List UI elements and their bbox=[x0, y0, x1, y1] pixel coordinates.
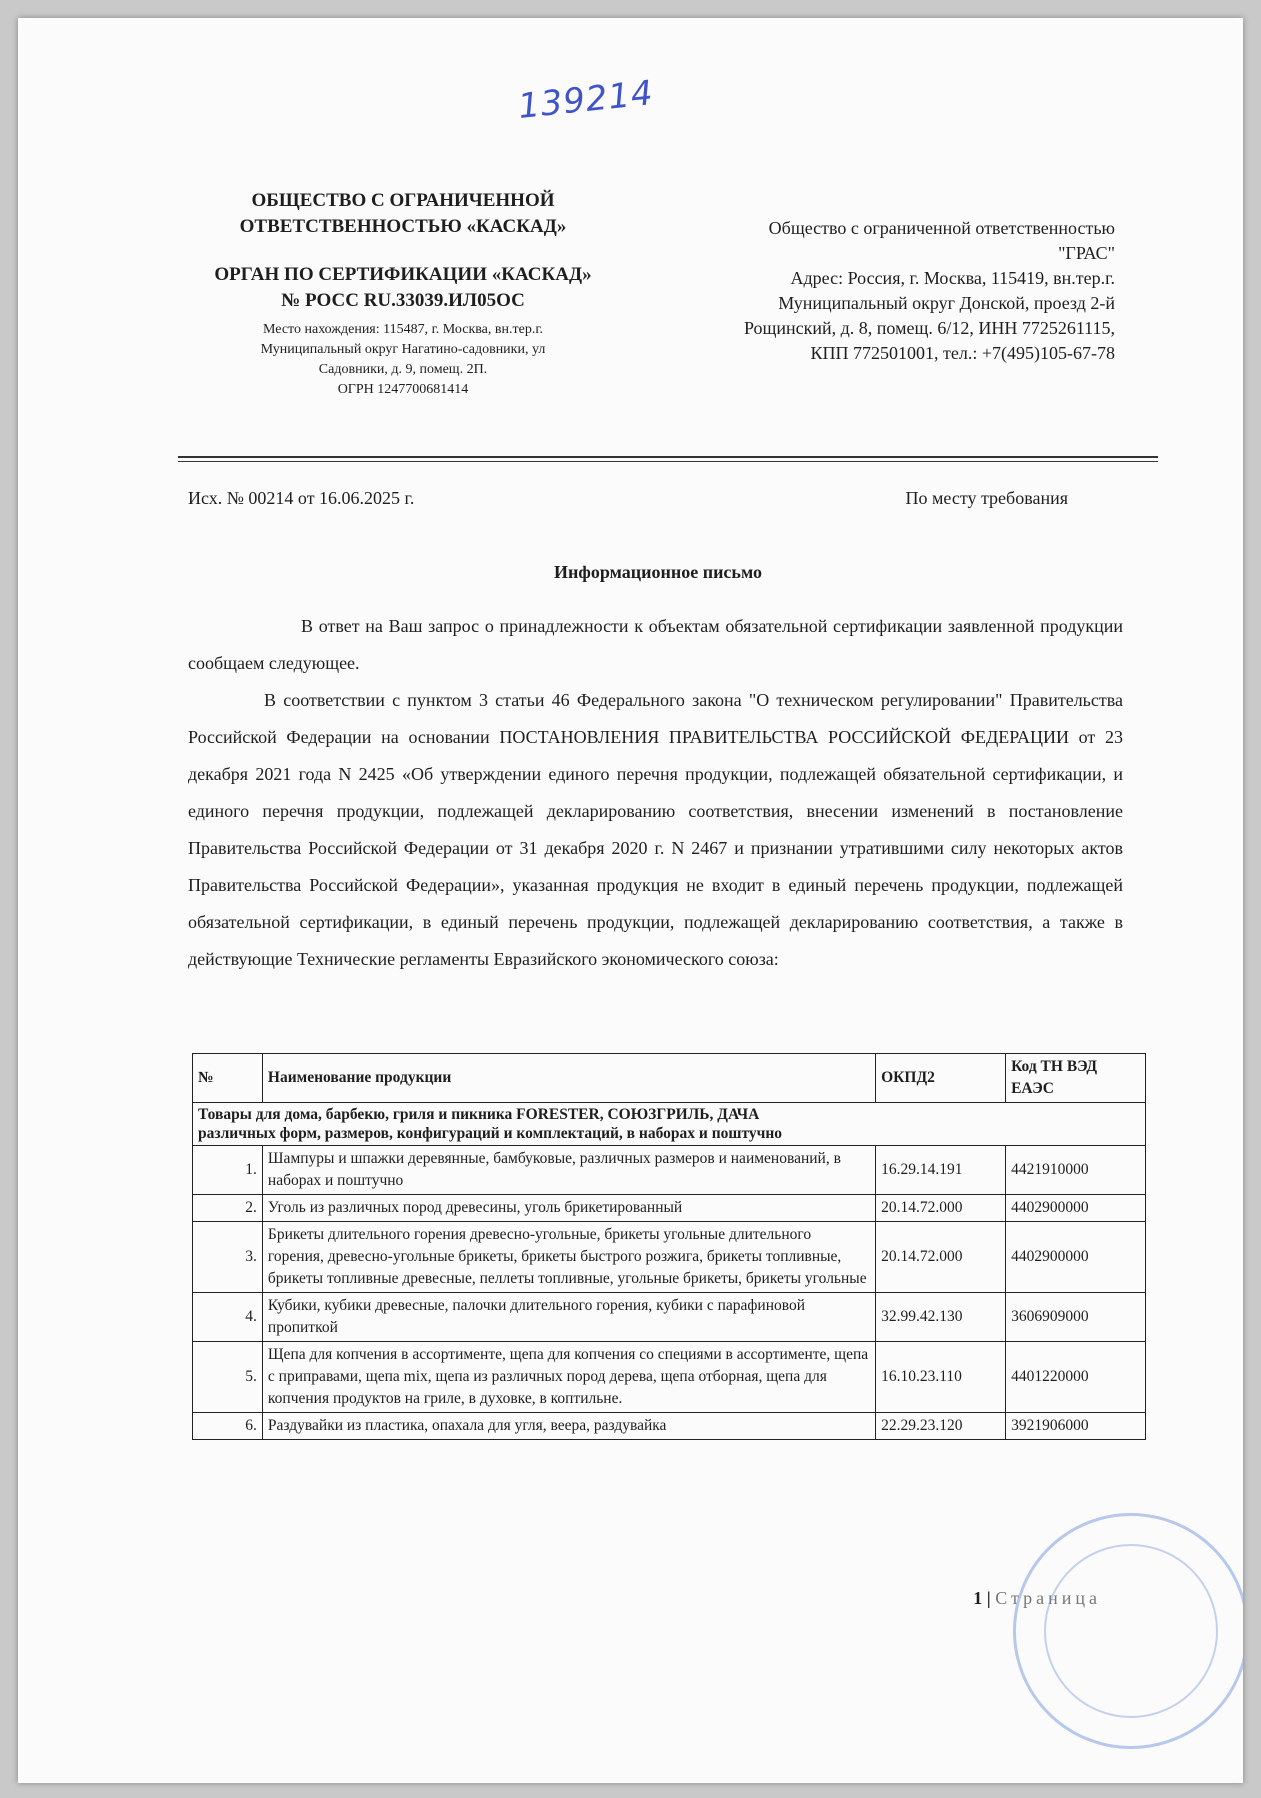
row-tnved: 4421910000 bbox=[1006, 1146, 1146, 1195]
header-okpd: ОКПД2 bbox=[876, 1054, 1006, 1103]
row-okpd: 22.29.23.120 bbox=[876, 1413, 1006, 1440]
row-num: 2. bbox=[193, 1195, 263, 1222]
row-num: 5. bbox=[193, 1342, 263, 1413]
outgoing-reference: Исх. № 00214 от 16.06.2025 г. bbox=[188, 488, 415, 508]
header-num: № bbox=[193, 1054, 263, 1103]
issuer-header bbox=[168, 188, 638, 400]
paragraph-2: В соответствии с пунктом 3 статьи 46 Федерального закона "О техническом регулировании" Правительства Российской Федерации на основании ПОСТАНОВЛЕНИЯ ПРАВИТЕЛЬСТВА РОССИЙСКОЙ ФЕДЕРАЦИИ от 23 декабря 2021 года N 2425 «Об утверждении единого перечня продукции, подлежащей обязательной сертификации, и единого перечня продукции, подлежащей декларированию соответствия, внесении изменений в постановление Правительства Российской Федерации от 31 декабря 2020 г. N 2467 и признании утратившими силу некоторых актов Правительства Российской Федерации», указанная продукция не входит в единый перечень продукции, подлежащей обязательной сертификации, в единый перечень продукции, подлежащей декларированию соответствия, а также в действующие Технические регламенты Евразийского экономического союза: bbox=[188, 690, 1123, 969]
recipient-line4: Муниципальный округ Донской, проезд 2-й bbox=[778, 293, 1115, 313]
row-name: Щепа для копчения в ассортименте, щепа для копчения со специями в ассортименте, щепа с приправами, щепа mix, щепа из различных пород дерева, щепа отборная, щепа для копчения продуктов на гриле, в духовке, в коптильне. bbox=[262, 1342, 875, 1413]
group-title-line1: Товары для дома, барбекю, гриля и пикника FORESTER, СОЮЗГРИЛЬ, ДАЧА bbox=[198, 1106, 760, 1123]
issuer-address-line2: Муниципальный округ Нагатино-садовники, ул bbox=[260, 342, 546, 357]
letter-body bbox=[188, 608, 1123, 978]
issuer-address-line1: Место нахождения: 115487, г. Москва, вн.тер.г. bbox=[263, 322, 543, 337]
row-name: Кубики, кубики древесные, палочки длительного горения, кубики с парафиновой пропиткой bbox=[262, 1293, 875, 1342]
recipient-line1: Общество с ограниченной ответственностью bbox=[768, 218, 1115, 238]
row-name: Шампуры и шпажки деревянные, бамбуковые, различных размеров и наименований, в наборах и поштучно bbox=[262, 1146, 875, 1195]
table-group-row bbox=[193, 1103, 1146, 1146]
page-word: Страница bbox=[995, 1588, 1101, 1608]
row-num: 6. bbox=[193, 1413, 263, 1440]
row-name: Раздувайки из пластика, опахала для угля, веера, раздувайка bbox=[262, 1413, 875, 1440]
header-divider-thin bbox=[178, 461, 1158, 462]
issuer-address bbox=[168, 320, 638, 400]
row-tnved: 4401220000 bbox=[1006, 1342, 1146, 1413]
table-row bbox=[193, 1413, 1146, 1440]
issuer-address-line3: Садовники, д. 9, помещ. 2П. bbox=[318, 362, 488, 377]
row-tnved: 3606909000 bbox=[1006, 1293, 1146, 1342]
page-number: 1 bbox=[973, 1588, 983, 1608]
row-okpd: 16.29.14.191 bbox=[876, 1146, 1006, 1195]
table-row bbox=[193, 1293, 1146, 1342]
row-num: 4. bbox=[193, 1293, 263, 1342]
handwritten-number: 139214 bbox=[516, 73, 656, 127]
issuer-ogrn: ОГРН 1247700681414 bbox=[337, 382, 469, 397]
document-page bbox=[18, 18, 1243, 1783]
table-row bbox=[193, 1342, 1146, 1413]
cert-body-line1: ОРГАН ПО СЕРТИФИКАЦИИ «КАСКАД» bbox=[214, 264, 592, 285]
page-separator: | bbox=[986, 1588, 991, 1608]
table-row bbox=[193, 1222, 1146, 1293]
seal-stamp bbox=[1013, 1513, 1243, 1749]
issuer-org-line1: ОБЩЕСТВО С ОГРАНИЧЕННОЙ bbox=[251, 190, 555, 211]
row-tnved: 4402900000 bbox=[1006, 1195, 1146, 1222]
recipient-header bbox=[658, 216, 1115, 366]
destination: По месту требования bbox=[905, 488, 1068, 508]
row-okpd: 32.99.42.130 bbox=[876, 1293, 1006, 1342]
group-title-line2: различных форм, размеров, конфигураций и комплектаций, в наборах и поштучно bbox=[198, 1125, 783, 1142]
recipient-line2: "ГРАС" bbox=[1058, 243, 1115, 263]
cert-body-line2: № РОСС RU.33039.ИЛ05ОС bbox=[281, 290, 525, 311]
recipient-line6: КПП 772501001, тел.: +7(495)105-67-78 bbox=[810, 343, 1115, 363]
header-divider bbox=[178, 456, 1158, 458]
header-tnved: Код ТН ВЭД ЕАЭС bbox=[1006, 1054, 1146, 1103]
row-num: 1. bbox=[193, 1146, 263, 1195]
row-name: Брикеты длительного горения древесно-угольные, брикеты угольные длительного горения, древесно-угольные брикеты, брикеты быстрого розжига, брикеты топливные, брикеты топливные древесные, пеллеты топливные, угольные брикеты, брикеты угольные bbox=[262, 1222, 875, 1293]
issuer-org-line2: ОТВЕТСТВЕННОСТЬЮ «КАСКАД» bbox=[239, 216, 567, 237]
letter-title: Информационное письмо bbox=[554, 562, 762, 582]
table-row bbox=[193, 1195, 1146, 1222]
row-tnved: 4402900000 bbox=[1006, 1222, 1146, 1293]
table-header-row bbox=[193, 1054, 1146, 1103]
header-name: Наименование продукции bbox=[262, 1054, 875, 1103]
row-tnved: 3921906000 bbox=[1006, 1413, 1146, 1440]
product-table bbox=[192, 1053, 1146, 1440]
table-row bbox=[193, 1146, 1146, 1195]
row-name: Уголь из различных пород древесины, уголь брикетированный bbox=[262, 1195, 875, 1222]
recipient-line3: Адрес: Россия, г. Москва, 115419, вн.тер.г. bbox=[790, 268, 1115, 288]
row-okpd: 16.10.23.110 bbox=[876, 1342, 1006, 1413]
row-num: 3. bbox=[193, 1222, 263, 1293]
recipient-line5: Рощинский, д. 8, помещ. 6/12, ИНН 7725261115, bbox=[743, 318, 1115, 338]
row-okpd: 20.14.72.000 bbox=[876, 1222, 1006, 1293]
group-title bbox=[193, 1103, 1146, 1146]
row-okpd: 20.14.72.000 bbox=[876, 1195, 1006, 1222]
paragraph-1: В ответ на Ваш запрос о принадлежности к объектам обязательной сертификации заявленной продукции сообщаем следующее. bbox=[188, 616, 1123, 673]
